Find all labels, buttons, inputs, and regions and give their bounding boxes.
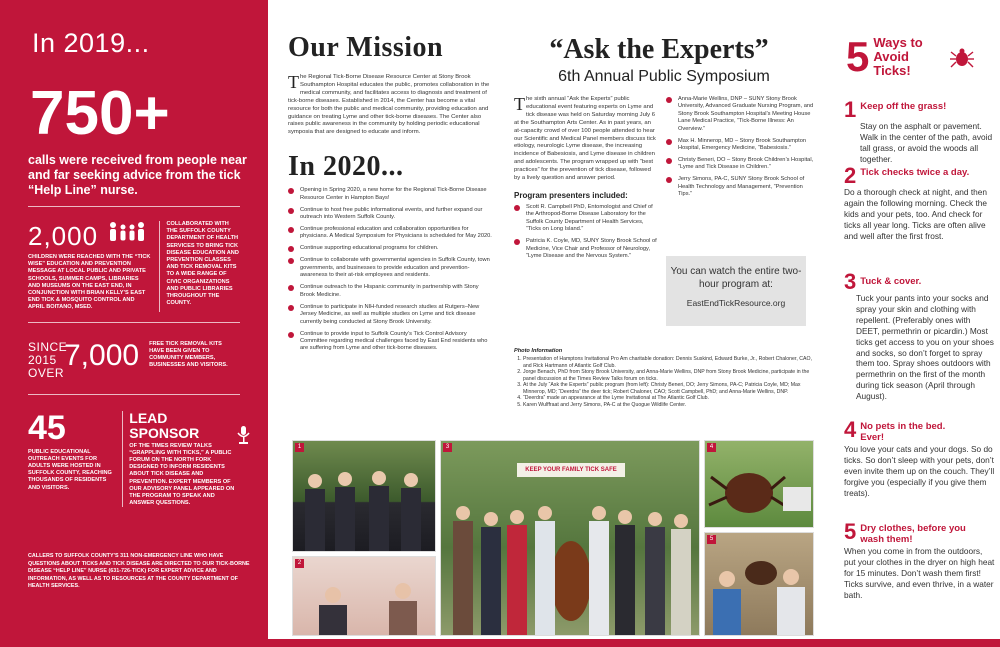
- list-item: Continue supporting educational programs for children.: [288, 245, 492, 252]
- tip-5: [844, 519, 996, 601]
- list-item: Max H. Minnerop, MD – Stony Brook Southampton Hospital, Emergency Medicine, “Babesiosis.”: [666, 138, 814, 153]
- tip-heading: Tick checks twice a day.: [860, 167, 970, 178]
- tip-body: Tuck your pants into your socks and spray your skin and clothing with repellent. (Preferably ones with DEET, permethrin or picardin.) Most ticks get access to you on your shoes and socks, so don’t forget to spray them too. Spray shoes outdoors with permethrin on the first of the month during tick season (April through August).: [856, 293, 994, 402]
- presenters-heading: Program presenters included:: [514, 190, 628, 200]
- tips-title: Ways to Avoid Ticks!: [873, 35, 923, 78]
- main-content: [268, 0, 832, 647]
- tip-3: [844, 269, 996, 402]
- photo-number: 4: [707, 443, 716, 452]
- events-number: 45: [28, 408, 66, 447]
- photo-number: 5: [707, 535, 716, 544]
- symposium-left: [514, 96, 658, 265]
- list-item: Continue outreach to the Hispanic community in partnership with Stony Brook Medicine.: [288, 284, 492, 299]
- list-item: Patricia K. Coyle, MD, SUNY Stony Brook School of Medicine, Vice Chair and Professor of Neurology, “Lyme Disease and the Nervous System.”: [514, 238, 658, 260]
- tip-heading: Keep off the grass!: [860, 101, 947, 112]
- mission-text: [288, 74, 492, 137]
- photo-number: 1: [295, 443, 304, 452]
- microphone-icon: [232, 424, 254, 446]
- tip-number: 2: [844, 163, 857, 188]
- presenters-list-right: [666, 96, 814, 199]
- photo-deerdra-golf: [704, 440, 814, 528]
- symposium-subheading: 6th Annual Public Symposium: [558, 68, 770, 85]
- watch-text: You can watch the entire two-hour program at:: [670, 266, 802, 290]
- symposium-body: he sixth annual “Ask the Experts” public educational event featuring experts on Lyme and tick disease was held on Saturday morning July 6 at the Southampton Arts Center. As in past years, an at-capacity crowd of over 100 people attended to hear our Scientific and Medical Panel members discuss tick etiology, neurologic Lyme disease, the increasing incidence of Babesiosis, and Lyme disease in children and adolescents. The program wrapped up with “best practices” for the prevention of tick disease, followed by a lively question and answer period.: [514, 96, 656, 182]
- tips-number: 5: [846, 33, 870, 80]
- calls-caption: calls were received from people near and far seeking advice from the tick “Help Line” nurse.: [28, 153, 247, 197]
- photo-information: [514, 348, 814, 408]
- divider: [28, 322, 240, 323]
- kits-stat: [28, 338, 240, 380]
- mission-heading: Our Mission: [288, 32, 444, 63]
- list-item: Continue to host free public informational events, and further expand our outreach into Western Suffolk County.: [288, 207, 492, 222]
- tip-number: 3: [844, 269, 857, 294]
- symposium-right: [666, 96, 814, 203]
- divider: [28, 394, 240, 395]
- photo-info-title: Photo Information: [514, 348, 563, 354]
- tip-number: 5: [844, 519, 857, 544]
- events-text: PUBLIC EDUCATIONAL OUTREACH EVENTS FOR ADULTS WERE HOSTED IN SUFFOLK COUNTY, REACHING THOUSANDS OF RESIDENTS AND VISITORS.: [28, 448, 112, 491]
- lead-sponsor-label: LEAD SPONSOR: [129, 409, 200, 441]
- children-number: 2,000: [28, 221, 99, 251]
- tip-body: You love your cats and your dogs. So do ticks. So don’t sleep with your pets, don’t even invite them up on the couch. They’ll forgive you (especially if you give them treats).: [844, 444, 995, 498]
- people-figures: [293, 441, 436, 552]
- list-item: 5. Karen Wulffraat and Jerry Simons, PA-C at the Quogue Wildlife Center.: [523, 402, 814, 409]
- list-item: Continue to participate in NIH-funded research studies at Rutgers–New Jersey Medicine, as well as multiple studies on Lyme and tick disease currently being conducted at Stony Brook University.: [288, 304, 492, 326]
- tip-number: 4: [844, 417, 857, 442]
- calls-number: 750+: [30, 79, 170, 148]
- tip-heading: Dry clothes, before you wash them!: [860, 523, 966, 545]
- children-stat: [28, 221, 240, 312]
- tip-4: [844, 417, 996, 499]
- tip-heading: Tuck & cover.: [860, 276, 922, 287]
- tip-body: When you come in from the outdoors, put your clothes in the dryer on high heat for 15 minutes. Don’t wash them first! Ticks survive, and even thrive, in a water bath.: [844, 546, 995, 600]
- wildlife-figures: [705, 533, 814, 636]
- list-item: Continue to provide input to Suffolk County’s Tick Control Advisory Committee regarding medical challenges faced by East End residents who are suffering from Lyme and other tick-borne diseases.: [288, 331, 492, 353]
- list-item: 2. Jorge Benach, PhD from Stony Brook University, and Anna-Marie Wellins, DNP from Stony Brook Medicine, participate in the panel discussion at the Times Review Talks forum on ticks.: [523, 369, 814, 382]
- bottom-bar: [0, 639, 1000, 647]
- photo-panel-discussion: [292, 556, 436, 636]
- collaboration-text: COLLABORATED WITH THE SUFFOLK COUNTY DEPARTMENT OF HEALTH SERVICES TO BRING TICK DISEASE EDUCATION AND PREVENTION CLASSES AND TICK REMOVAL KITS TO A WIDE RANGE OF CIVIC ORGANIZATIONS AND PUBLIC LIBRARIES THROUGHOUT THE COUNTY.: [166, 221, 239, 307]
- list-item: Continue to collaborate with governmental agencies in Suffolk County, town governments, and businesses to provide education and prevention-awareness to their at-risk employees and residents.: [288, 257, 492, 279]
- callers-text: CALLERS TO SUFFOLK COUNTY’S 311 NON-EMERGENCY LINE WHO HAVE QUESTIONS ABOUT TICKS AND TICK DISEASE ARE DIRECTED TO OUR TICK-BORNE DISEASE “HELP LINE” NURSE (631-726-TICK) FOR EXPERT ADVICE AND INFORMATION, AS WELL AS TO RESOURCES AT THE COUNTY DEPARTMENT OF HEALTH SERVICES.: [28, 553, 250, 590]
- list-item: Christy Beneri, DO – Stony Brook Children’s Hospital, “Lyme and Tick Disease in Children.”: [666, 157, 814, 172]
- photo-ask-the-experts: [440, 440, 700, 636]
- left-panel: [0, 0, 268, 647]
- kits-number: 7,000: [64, 338, 140, 372]
- symposium-text: [514, 96, 658, 183]
- tip-heading: No pets in the bed. Ever!: [860, 421, 946, 443]
- children-text: CHILDREN WERE REACHED WITH THE “TICK WISE” EDUCATION AND PREVENTION MESSAGE AT LOCAL PUBLIC AND PRIVATE SCHOOLS, SUMMER CAMPS, LIBRARIES AND MUSEUMS ON THE EAST END, IN CONJUNCTION WITH BRIAN KELLY’S EAST END TICK & MOSQUITO CONTROL AND APRIL BOITANO, MSED.: [28, 254, 151, 311]
- lead-sponsor-text: OF THE TIMES REVIEW TALKS “GRAPPLING WITH TICKS,” A PUBLIC FORUM ON THE NORTH FORK DESIGNED TO INFORM RESIDENTS ABOUT TICK DISEASE AND PREVENTION. EXPERT MEMBERS OF OUR ADVISORY PANEL APPEARED ON THE PROGRAM TO SPEAK AND ANSWER QUESTIONS.: [129, 442, 235, 507]
- presenters-list-left: [514, 204, 658, 260]
- mission-dropcap: T: [288, 72, 299, 92]
- photo-number: 2: [295, 559, 304, 568]
- mission-column: [288, 32, 492, 357]
- tip-2: [844, 163, 996, 242]
- tip-body: Do a thorough check at night, and then again the following morning. Check the kids and your pets, too. And check for ticks all year long. Ticks are often alive and well after the first frost.: [844, 187, 987, 241]
- children-icon: [107, 221, 147, 245]
- tip-1: [844, 97, 996, 165]
- plans-heading: In 2020...: [288, 151, 404, 183]
- tip-number: 1: [844, 97, 857, 122]
- list-item: 3. At the July “Ask the Experts” public program (from left): Christy Beneri, DO; Jerry Simons, PA-C; Patricia Coyle, MD; Max Minnerop, MD; “Deerdra” the deer tick; Robert Chaloner, CAO; Scott Campbell, PhD; and Anna-Marie Wellins, DNP.: [523, 382, 814, 395]
- mission-body: he Regional Tick-Borne Disease Resource Center at Stony Brook Southampton Hospital educates the public, promotes collaboration in the medical community, and facilitates access to diagnosis and treatment of tick-borne diseases. Established in 2014, the Center has become a vital resource for both the public and medical community, providing education and guidance on treating Lyme and other tick-borne diseases. The Center also raises public awareness in the community by holding periodic educational symposia that are designed to educate and inform.: [288, 74, 490, 136]
- symposium-heading: “Ask the Experts”: [549, 34, 769, 65]
- list-item: Jerry Simons, PA-C, SUNY Stony Brook School of Health Technology and Management, “Prevention Tips.”: [666, 176, 814, 198]
- tick-mascot: [705, 441, 814, 528]
- watch-link[interactable]: EastEndTickResource.org: [686, 298, 786, 308]
- list-item: Scott R. Campbell PhD, Entomologist and Chief of the Arthropod-Borne Disease Laboratory for the Suffolk County Department of Health Services, “Ticks on Long Island.”: [514, 204, 658, 234]
- photo-golf-donation: [292, 440, 436, 552]
- list-item: Opening in Spring 2020, a new home for the Regional Tick-Borne Disease Resource Center in Hampton Bays!: [288, 187, 492, 202]
- kits-text: FREE TICK REMOVAL KITS HAVE BEEN GIVEN TO COMMUNITY MEMBERS, BUSINESSES AND VISITORS.: [149, 340, 228, 369]
- tick-icon: [949, 44, 975, 70]
- events-stat: [28, 408, 240, 508]
- tip-body: Stay on the asphalt or pavement. Walk in the center of the path, avoid tall grass, or avoid the woods all together.: [860, 121, 993, 164]
- symposium-column: [514, 34, 814, 434]
- list-item: 4. “Deerdra” made an appearance at the Lyme Invitational at The Atlantic Golf Club.: [523, 395, 814, 402]
- photo-info-list: [514, 356, 814, 408]
- banner-sign: KEEP YOUR FAMILY TICK SAFE: [517, 463, 625, 477]
- since-label: SINCE 2015 OVER: [28, 339, 68, 380]
- divider: [28, 206, 240, 207]
- symposium-dropcap: T: [514, 94, 525, 114]
- watch-box: [666, 256, 806, 326]
- photo-wildlife-center: [704, 532, 814, 636]
- year-heading: In 2019...: [32, 28, 150, 58]
- list-item: Anna-Marie Wellins, DNP – SUNY Stony Brook University, Advanced Graduate Nursing Program, and Stony Brook Southampton Hospital’s Meeting House Lane Medical Practice, “Tick-Borne Illness: An Overview.”: [666, 96, 814, 133]
- list-item: Continue professional education and collaboration opportunities for physicians. A Medical Symposium for Physicians is scheduled for May 2020.: [288, 226, 492, 241]
- panel-figures: [293, 557, 436, 636]
- list-item: 1. Presentation of Hamptons Invitational Pro Am charitable donation: Dennis Suskind, Edward Burke, Jr., Robert Chaloner, CAO, and Rick Hartmann of Atlantic Golf Club.: [523, 356, 814, 369]
- plans-list: [288, 187, 492, 352]
- photo-number: 3: [443, 443, 452, 452]
